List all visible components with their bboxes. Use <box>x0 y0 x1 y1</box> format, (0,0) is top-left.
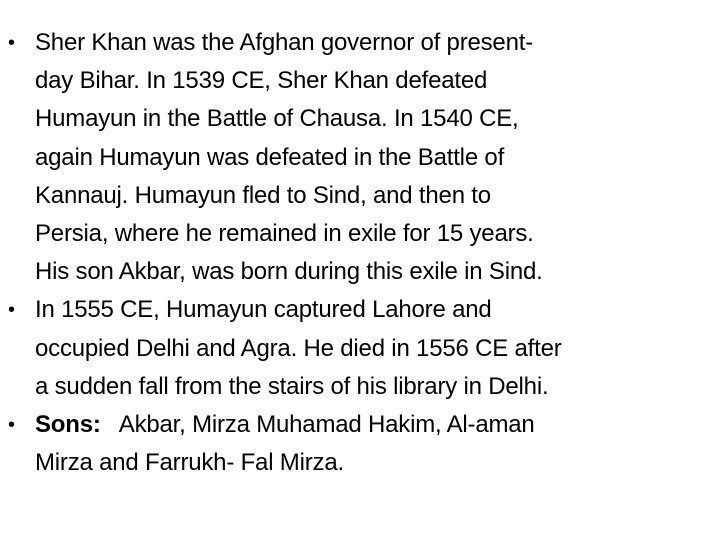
sons-names: Akbar, Mirza Muhamad Hakim, Al-aman <box>118 411 535 439</box>
text-line: His son Akbar, was born during this exile in Sind. <box>35 258 543 286</box>
bullet-item-sons <box>0 406 720 482</box>
text-line: Sher Khan was the Afghan governor of present- <box>35 29 533 56</box>
bullet-dot: • <box>8 414 15 437</box>
bullet-list <box>0 24 720 482</box>
bullet-item-lahore <box>0 291 720 406</box>
text-line: Mirza and Farrukh- Fal Mirza. <box>35 449 344 477</box>
bullet-item-sher-khan <box>0 24 720 291</box>
text-line: again Humayun was defeated in the Battle of <box>35 143 505 171</box>
bullet-dot: • <box>8 299 15 322</box>
bullet-dot: • <box>8 32 15 54</box>
text-line: day Bihar. In 1539 CE, Sher Khan defeated <box>35 67 488 95</box>
sons-label: Sons: <box>35 411 101 439</box>
text-line: Kannauj. Humayun fled to Sind, and then to <box>35 181 491 209</box>
text-line: Persia, where he remained in exile for 15 years. <box>35 220 534 248</box>
text-line: In 1555 CE, Humayun captured Lahore and <box>35 296 492 324</box>
text-line: a sudden fall from the stairs of his library in Delhi. <box>35 372 549 400</box>
text-line <box>35 406 650 444</box>
text-line: Humayun in the Battle of Chausa. In 1540 CE, <box>35 105 519 133</box>
text-line: occupied Delhi and Agra. He died in 1556 CE after <box>35 334 562 362</box>
